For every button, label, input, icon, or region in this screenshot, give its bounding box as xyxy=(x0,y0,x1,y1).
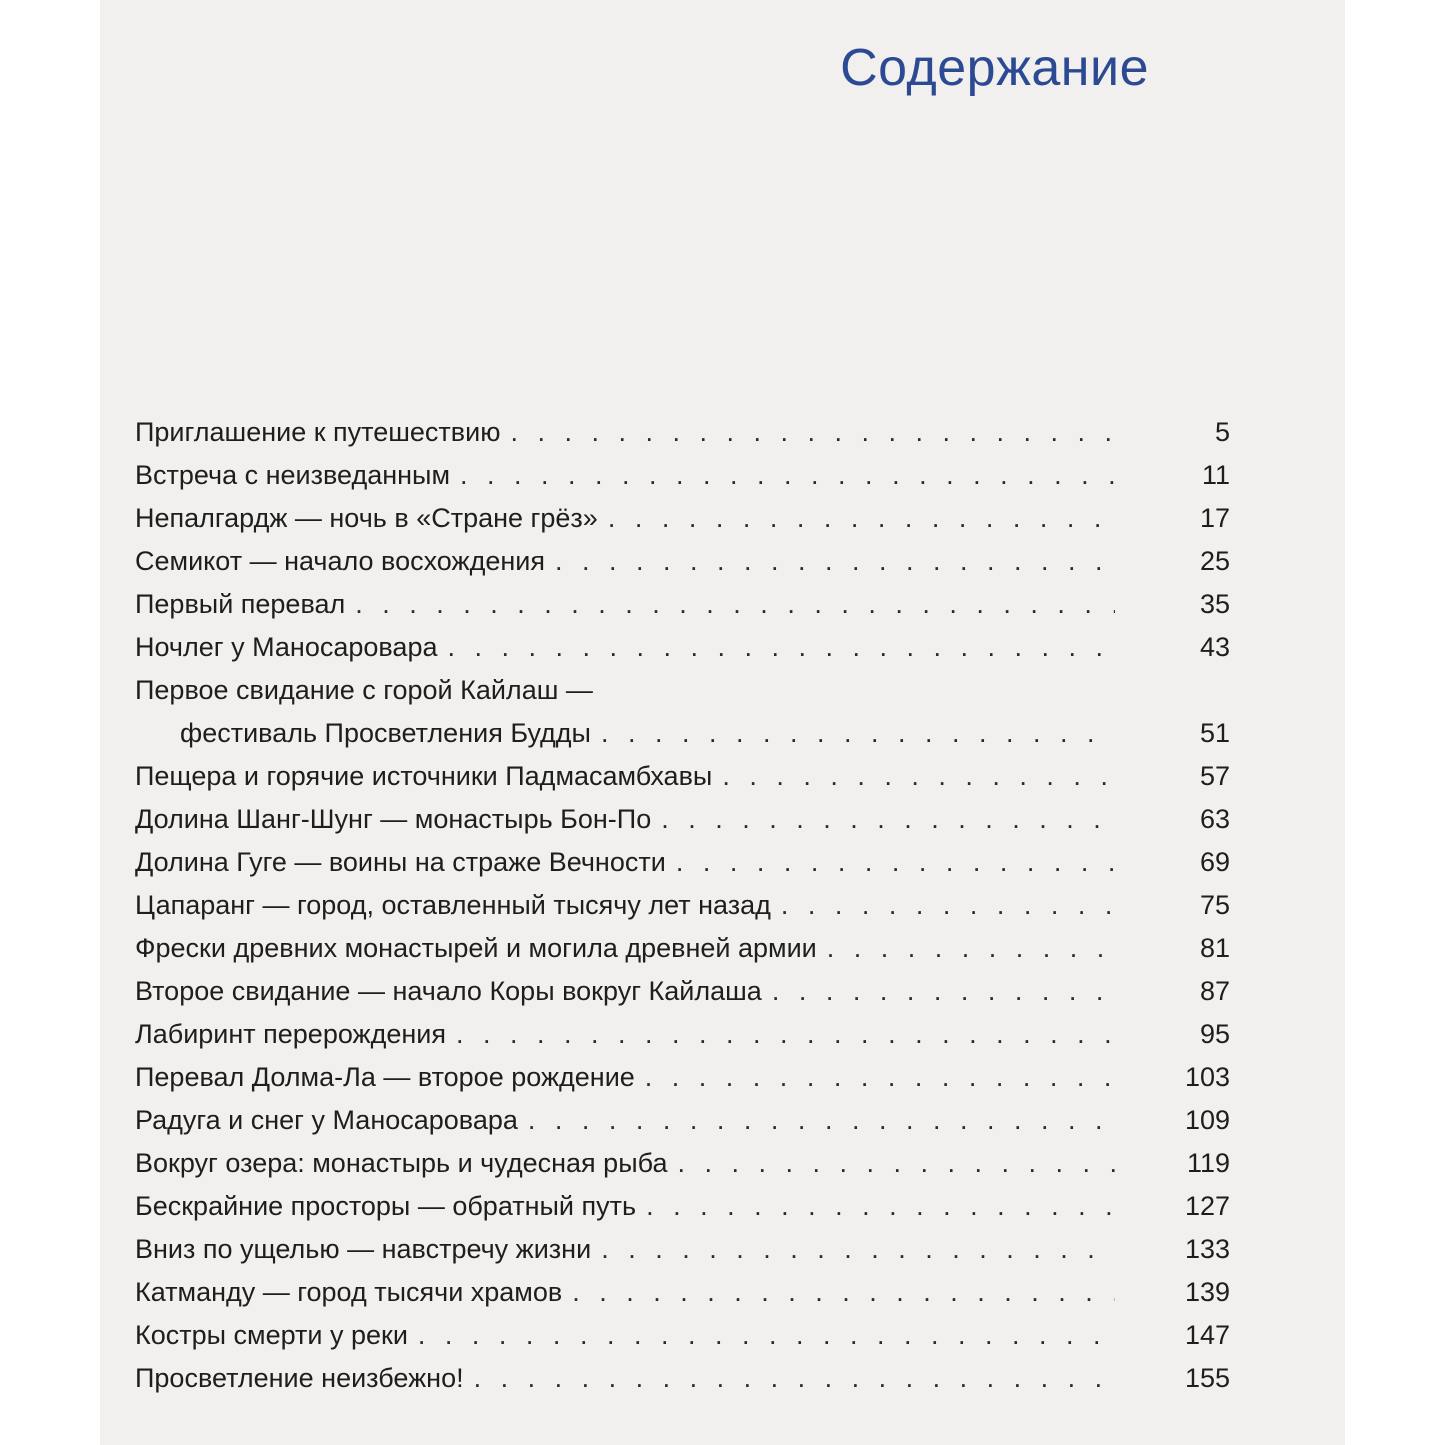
toc-entry-title: Долина Шанг-Шунг — монастырь Бон-По xyxy=(135,804,652,834)
toc-entry xyxy=(135,1013,1230,1056)
toc-page-number: 35 xyxy=(1199,589,1230,619)
book-page xyxy=(100,0,1345,1445)
dot-leader xyxy=(645,1056,1115,1099)
dot-leader xyxy=(447,626,1115,669)
toc-page-number: 119 xyxy=(1186,1148,1230,1178)
dot-leader xyxy=(528,1099,1115,1142)
toc-entry-title: Перевал Долма-Ла — второе рождение xyxy=(135,1062,635,1092)
toc-page-number: 133 xyxy=(1184,1234,1230,1264)
table-of-contents xyxy=(135,411,1230,1400)
dot-leader xyxy=(555,540,1115,583)
dot-leader xyxy=(827,927,1115,970)
toc-entry-title: Приглашение к путешествию xyxy=(135,417,501,447)
dot-leader xyxy=(572,1271,1115,1314)
toc-entry xyxy=(135,927,1230,970)
toc-entry-title: Лабиринт перерождения xyxy=(135,1019,447,1049)
toc-entry xyxy=(135,497,1230,540)
toc-entry-title: Непалгардж — ночь в «Стране грёз» xyxy=(135,503,598,533)
dot-leader xyxy=(601,712,1115,755)
toc-page-number: 51 xyxy=(1199,718,1230,748)
toc-entry-title: Встреча с неизведанным xyxy=(135,460,451,490)
toc-entry-title: Цапаранг — город, оставленный тысячу лет назад xyxy=(135,890,771,920)
toc-entry-title: Вниз по ущелью — навстречу жизни xyxy=(135,1234,592,1264)
toc-entry-title: Ночлег у Маносаровара xyxy=(135,632,438,662)
toc-page-number: 103 xyxy=(1184,1062,1230,1092)
toc-entry xyxy=(135,1228,1230,1271)
dot-leader xyxy=(781,884,1115,927)
toc-entry-title: Вокруг озера: монастырь и чудесная рыба xyxy=(135,1148,668,1178)
toc-entry xyxy=(135,798,1230,841)
page-title: Содержание xyxy=(840,39,1149,97)
dot-leader xyxy=(646,1185,1115,1228)
dot-leader xyxy=(601,1228,1115,1271)
toc-page-number: 11 xyxy=(1201,460,1230,490)
toc-entry xyxy=(135,540,1230,583)
dot-leader xyxy=(676,841,1115,884)
dot-leader xyxy=(722,755,1115,798)
toc-entry xyxy=(135,1357,1230,1400)
dot-leader xyxy=(661,798,1115,841)
toc-entry-title: Бескрайние просторы — обратный путь xyxy=(135,1191,637,1221)
toc-entry xyxy=(135,1271,1230,1314)
toc-entry-title: Катманду — город тысячи храмов xyxy=(135,1277,563,1307)
toc-entry xyxy=(135,1185,1230,1228)
dot-leader xyxy=(608,497,1115,540)
dot-leader xyxy=(474,1357,1115,1400)
toc-page-number: 75 xyxy=(1199,890,1230,920)
toc-page-number: 69 xyxy=(1199,847,1230,877)
toc-entry-title: Просветление неизбежно! xyxy=(135,1363,464,1393)
toc-page-number: 87 xyxy=(1199,976,1230,1006)
toc-entry xyxy=(135,755,1230,798)
toc-entry-title: Первое свидание с горой Кайлаш — xyxy=(135,675,593,705)
toc-entry xyxy=(135,1056,1230,1099)
dot-leader xyxy=(456,1013,1115,1056)
toc-entry-title: Пещера и горячие источники Падмасамбхавы xyxy=(135,761,713,791)
toc-page-number: 63 xyxy=(1199,804,1230,834)
toc-page-number: 57 xyxy=(1199,761,1230,791)
toc-page-number: 25 xyxy=(1199,546,1230,576)
toc-page-number: 155 xyxy=(1184,1363,1230,1393)
toc-entry xyxy=(135,411,1230,454)
toc-page-number: 43 xyxy=(1199,632,1230,662)
dot-leader xyxy=(677,1142,1115,1185)
toc-entry xyxy=(135,1142,1230,1185)
toc-entry-title: Долина Гуге — воины на страже Вечности xyxy=(135,847,666,877)
dot-leader xyxy=(772,970,1115,1013)
toc-entry xyxy=(135,1314,1230,1357)
toc-page-number: 109 xyxy=(1184,1105,1230,1135)
dot-leader xyxy=(460,454,1115,497)
toc-entry xyxy=(135,841,1230,884)
toc-entry-title-continuation: фестиваль Просветления Будды xyxy=(180,718,591,748)
toc-entry xyxy=(135,583,1230,626)
toc-entry-title: Второе свидание — начало Коры вокруг Кайлаша xyxy=(135,976,762,1006)
toc-page-number: 95 xyxy=(1199,1019,1230,1049)
dot-leader xyxy=(418,1314,1115,1357)
toc-entry xyxy=(135,626,1230,669)
toc-page-number: 139 xyxy=(1184,1277,1230,1307)
toc-entry xyxy=(135,970,1230,1013)
toc-page-number: 81 xyxy=(1199,933,1230,963)
toc-entry-title: Первый перевал xyxy=(135,589,346,619)
toc-page-number: 5 xyxy=(1214,417,1230,447)
toc-entry xyxy=(135,884,1230,927)
toc-entry xyxy=(135,1099,1230,1142)
toc-entry xyxy=(135,454,1230,497)
toc-page-number: 17 xyxy=(1199,503,1230,533)
toc-entry-title: Костры смерти у реки xyxy=(135,1320,408,1350)
dot-leader xyxy=(510,411,1115,454)
toc-page-number: 147 xyxy=(1184,1320,1230,1350)
toc-entry-title: Семикот — начало восхождения xyxy=(135,546,545,576)
toc-entry-title: Радуга и снег у Маносаровара xyxy=(135,1105,518,1135)
dot-leader xyxy=(355,583,1115,626)
toc-entry-title: Фрески древних монастырей и могила древней армии xyxy=(135,933,817,963)
toc-entry xyxy=(135,669,1230,755)
toc-page-number: 127 xyxy=(1184,1191,1230,1221)
